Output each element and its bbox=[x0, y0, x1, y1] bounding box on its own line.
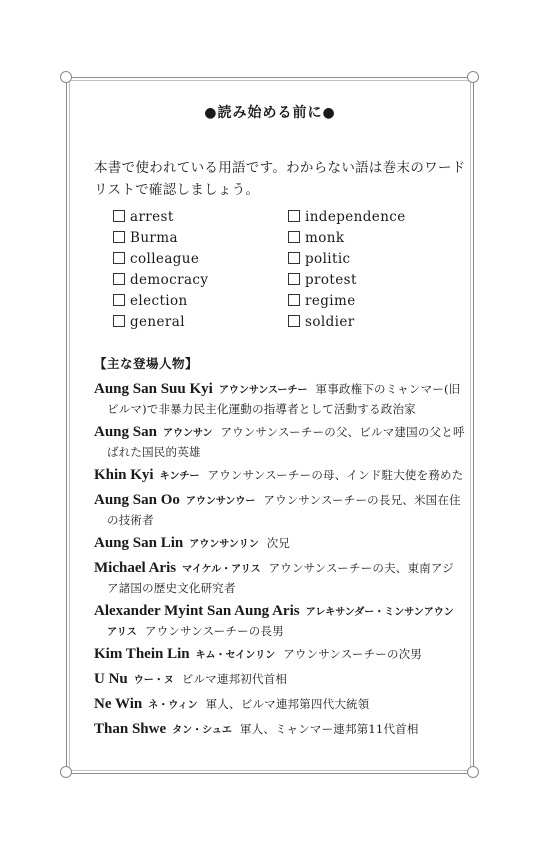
character-entry bbox=[94, 489, 464, 528]
character-name-en: Khin Kyi bbox=[94, 467, 154, 483]
character-entry bbox=[94, 693, 464, 716]
character-name-kana: アリス bbox=[107, 627, 137, 638]
character-entry bbox=[94, 532, 464, 555]
word-item bbox=[288, 312, 406, 333]
word-item bbox=[113, 228, 208, 249]
checkbox[interactable] bbox=[288, 273, 300, 285]
character-name-kana: アウンサンウー bbox=[185, 496, 256, 507]
character-desc-cont: ばれた国民的英雄 bbox=[107, 445, 201, 459]
word-item bbox=[113, 270, 208, 291]
character-desc-cont bbox=[94, 623, 464, 641]
frame-corner-ornament bbox=[467, 71, 479, 83]
word-item bbox=[288, 228, 406, 249]
word-item bbox=[288, 207, 406, 228]
word-item bbox=[113, 207, 208, 228]
character-entry bbox=[94, 600, 464, 641]
word-label: protest bbox=[305, 272, 357, 288]
character-entry bbox=[94, 557, 464, 596]
character-desc: 軍人、ビルマ連邦第四代大統領 bbox=[205, 697, 370, 711]
word-label: general bbox=[130, 314, 185, 330]
intro-line: リストで確認しましょう。 bbox=[94, 182, 260, 198]
character-name-en: Aung San Lin bbox=[94, 535, 184, 551]
character-name-kana: アウンサンリン bbox=[189, 539, 259, 550]
character-entry bbox=[94, 378, 464, 417]
word-item bbox=[113, 249, 208, 270]
character-desc: アウンサンスーチーの母、インド駐大使を務めた bbox=[207, 468, 464, 482]
character-entry bbox=[94, 464, 464, 487]
character-desc: アウンサンスーチーの夫、東南アジ bbox=[268, 561, 454, 575]
word-label: Burma bbox=[130, 230, 178, 246]
character-name-en: Aung San Suu Kyi bbox=[94, 381, 213, 397]
intro-text bbox=[94, 157, 466, 201]
checkbox[interactable] bbox=[113, 273, 125, 285]
character-name-en: Aung San Oo bbox=[94, 492, 180, 508]
character-entry bbox=[94, 421, 464, 460]
checkbox[interactable] bbox=[288, 315, 300, 327]
character-name-en: Michael Aris bbox=[94, 560, 177, 576]
word-label: politic bbox=[305, 251, 351, 267]
character-entry bbox=[94, 643, 464, 666]
word-label: monk bbox=[305, 230, 345, 246]
checkbox[interactable] bbox=[288, 210, 300, 222]
character-name-en: Alexander Myint San Aung Aris bbox=[94, 603, 300, 619]
character-entry bbox=[94, 668, 464, 691]
checkbox[interactable] bbox=[113, 315, 125, 327]
checkbox[interactable] bbox=[113, 252, 125, 264]
page-heading: ●読み始める前に● bbox=[204, 105, 336, 121]
character-name-kana: アウンサンスーチー bbox=[218, 385, 308, 396]
character-name-kana: マイケル・アリス bbox=[182, 564, 261, 575]
character-name-kana: アレキサンダー・ミンサンアウン bbox=[305, 607, 454, 618]
character-desc: アウンサンスーチーの長兄、米国在住 bbox=[263, 493, 461, 507]
character-desc-cont: の技術者 bbox=[107, 513, 154, 527]
word-item bbox=[288, 291, 406, 312]
word-label: election bbox=[130, 293, 188, 309]
character-entry bbox=[94, 718, 464, 741]
word-label: colleague bbox=[130, 251, 200, 267]
frame-corner-ornament bbox=[60, 71, 72, 83]
word-label: democracy bbox=[130, 272, 209, 288]
checkbox[interactable] bbox=[288, 294, 300, 306]
character-name-kana: キム・セインリン bbox=[195, 650, 276, 661]
character-desc: 軍事政権下のミャンマー(旧 bbox=[315, 382, 461, 396]
checkbox[interactable] bbox=[288, 231, 300, 243]
character-name-kana: ネ・ウィン bbox=[148, 700, 198, 711]
word-item bbox=[113, 312, 208, 333]
checkbox[interactable] bbox=[288, 252, 300, 264]
character-desc: アウンサンスーチーの次男 bbox=[283, 647, 423, 661]
word-label: soldier bbox=[305, 314, 355, 330]
word-label: regime bbox=[305, 293, 356, 309]
frame-corner-ornament bbox=[467, 766, 479, 778]
word-item bbox=[113, 291, 208, 312]
character-desc: ビルマ連邦初代首相 bbox=[181, 672, 288, 686]
checkbox[interactable] bbox=[113, 210, 125, 222]
character-name-kana: タン・シュエ bbox=[172, 725, 232, 736]
checkbox[interactable] bbox=[113, 294, 125, 306]
character-name-en: U Nu bbox=[94, 671, 128, 687]
word-label: independence bbox=[305, 209, 406, 225]
character-name-kana: キンチー bbox=[159, 471, 200, 482]
word-item bbox=[288, 249, 406, 270]
character-name-en: Ne Win bbox=[94, 696, 143, 712]
character-name-kana: アウンサン bbox=[162, 428, 213, 439]
character-desc: 軍人、ミャンマー連邦第11代首相 bbox=[239, 722, 419, 736]
frame-corner-ornament bbox=[60, 766, 72, 778]
character-desc: アウンサンスーチーの父、ビルマ建国の父と呼 bbox=[220, 425, 465, 439]
character-name-en: Than Shwe bbox=[94, 721, 167, 737]
word-item bbox=[288, 270, 406, 291]
word-column-left bbox=[113, 207, 208, 333]
character-name-en: Kim Thein Lin bbox=[94, 646, 190, 662]
word-label: arrest bbox=[130, 209, 174, 225]
character-name-en: Aung San bbox=[94, 424, 157, 440]
character-name-kana: ウー・ヌ bbox=[133, 675, 174, 686]
character-desc: 次兄 bbox=[266, 536, 291, 550]
checkbox[interactable] bbox=[113, 231, 125, 243]
character-desc-cont: ア諸国の歴史文化研究者 bbox=[107, 581, 236, 595]
word-column-right bbox=[288, 207, 406, 333]
characters-section-title: 【主な登場人物】 bbox=[94, 356, 199, 371]
character-desc: アウンサンスーチーの長男 bbox=[145, 624, 284, 638]
character-desc-cont: ビルマ)で非暴力民主化運動の指導者として活動する政治家 bbox=[107, 402, 416, 416]
intro-line: 本書で使われている用語です。わからない語は巻末のワード bbox=[94, 160, 466, 176]
